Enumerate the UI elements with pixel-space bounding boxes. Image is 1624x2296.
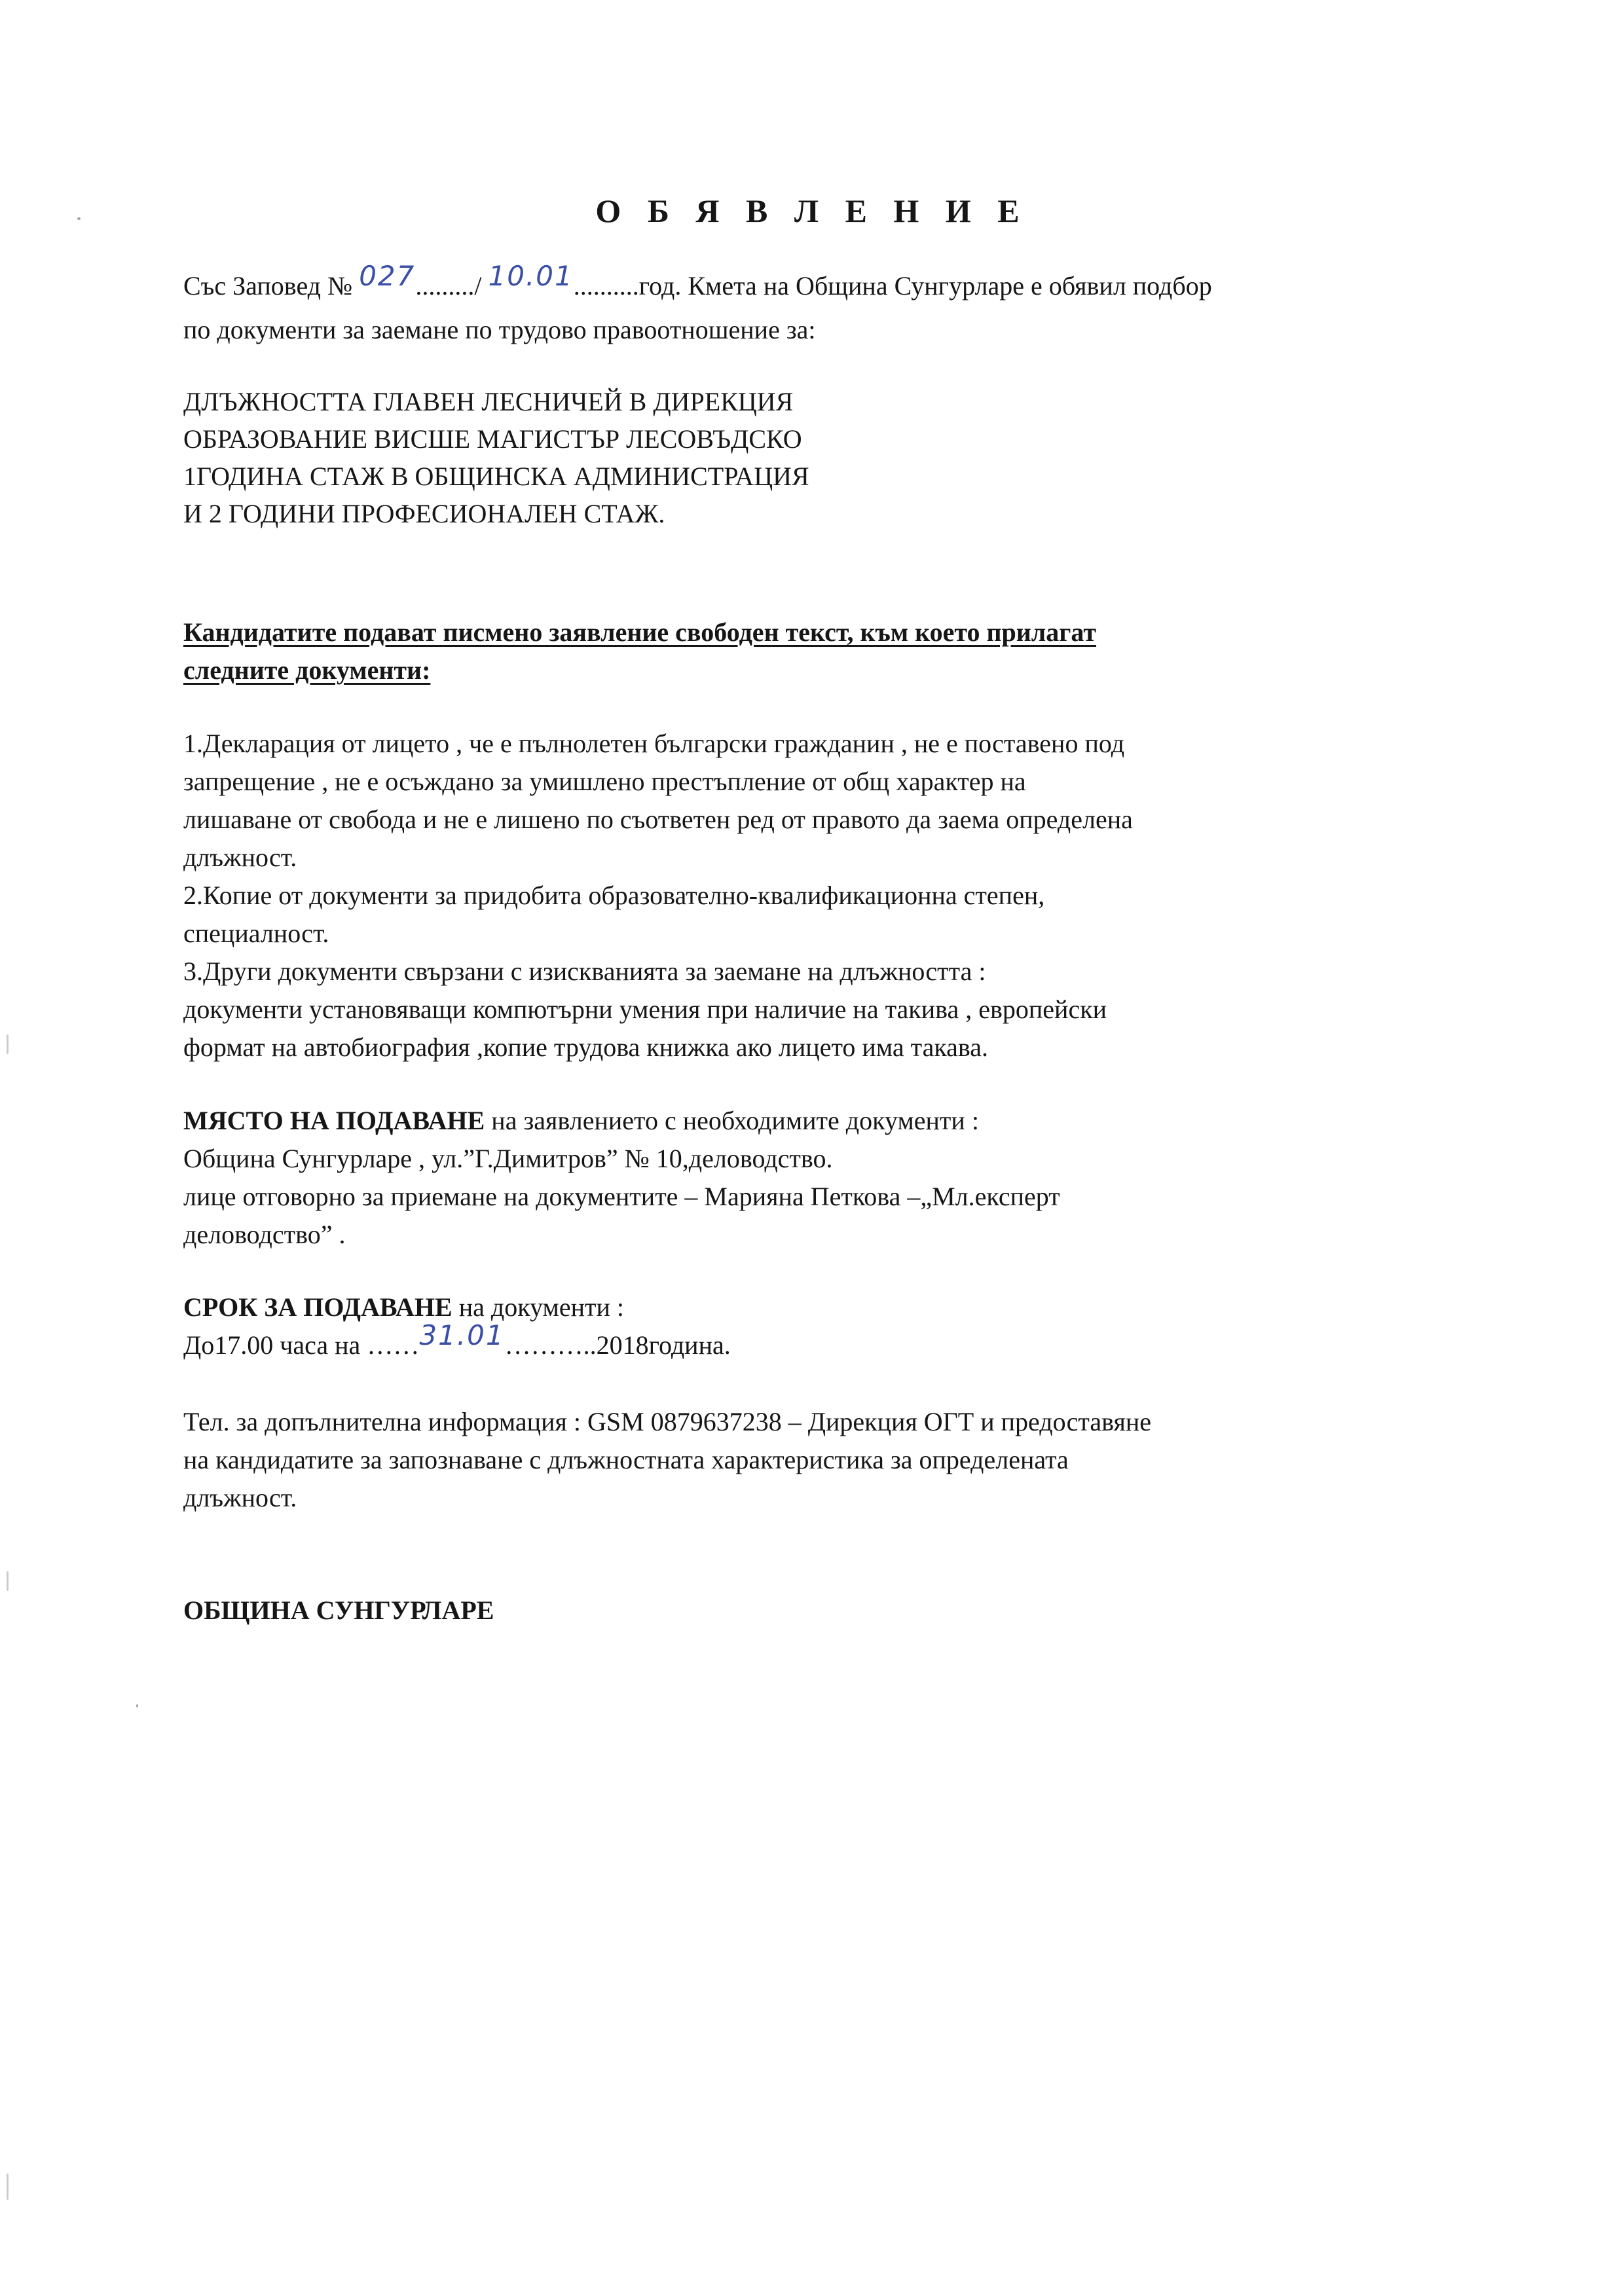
- order-number-handwritten: 027: [359, 260, 416, 292]
- deadline-dots-before: ……: [367, 1330, 420, 1360]
- deadline-rest: на документи :: [452, 1292, 625, 1322]
- order-text: [183, 260, 1212, 302]
- position-line: ДЛЪЖНОСТТА ГЛАВЕН ЛЕСНИЧЕЙ В ДИРЕКЦИЯ: [183, 387, 794, 416]
- place-label: МЯСТО НА ПОДАВАНЕ: [183, 1106, 485, 1135]
- position-line: 1ГОДИНА СТАЖ В ОБЩИНСКА АДМИНИСТРАЦИЯ: [183, 462, 809, 491]
- scan-speck: [7, 1571, 9, 1591]
- order-date-handwritten: 10.01: [488, 260, 574, 292]
- documents-list-line: формат на автобиография ,копие трудова книжка ако лицето има такава.: [183, 1032, 989, 1062]
- documents-list-line: 1.Декларация от лицето , че е пълнолетен български гражданин , не е поставено под: [183, 729, 1125, 758]
- signature-municipality: ОБЩИНА СУНГУРЛАРЕ: [183, 1595, 494, 1625]
- deadline-suffix: 2018година.: [596, 1330, 731, 1360]
- documents-heading-line: следните документи:: [183, 655, 431, 685]
- contact-line: на кандидатите за запознаване с длъжностната характеристика за определената: [183, 1445, 1069, 1474]
- documents-heading-line: Кандидатите подават писмено заявление свободен текст, към което прилагат: [183, 617, 1097, 647]
- position-line: И 2 ГОДИНИ ПРОФЕСИОНАЛЕН СТАЖ.: [183, 499, 665, 528]
- documents-list-line: запрещение , не е осъждано за умишлено престъпление от общ характер на: [183, 767, 1026, 796]
- scan-speck: [7, 1034, 9, 1054]
- deadline-date-handwritten: 31.01: [419, 1319, 505, 1351]
- deadline-date-line: [183, 1319, 731, 1361]
- scan-speck: [77, 217, 81, 220]
- scan-speck: [7, 2174, 9, 2200]
- documents-list-line: лишаване от свобода и не е лишено по съответен ред от правото да заема определена: [183, 805, 1133, 834]
- documents-list-line: 2.Копие от документи за придобита образователно-квалификационна степен,: [183, 881, 1045, 910]
- contact-line: длъжност.: [183, 1483, 297, 1512]
- document-title: О Б Я В Л Е Н И Е: [595, 192, 1029, 229]
- contact-line: Тел. за допълнителна информация : GSM 0879637238 – Дирекция ОГТ и предоставяне: [183, 1407, 1152, 1436]
- documents-list-line: длъжност.: [183, 843, 297, 872]
- place-rest: на заявлението с необходимите документи :: [485, 1106, 979, 1135]
- documents-list-line: документи установяващи компютърни умения при наличие на такива , европейски: [183, 994, 1107, 1024]
- documents-list-line: специалност.: [183, 919, 329, 948]
- order-suffix: год. Кмета на Община Сунгурларе е обявил подбор: [638, 271, 1212, 301]
- position-line: ОБРАЗОВАНИЕ ВИСШЕ МАГИСТЪР ЛЕСОВЪДСКО: [183, 424, 802, 454]
- place-heading-line: [183, 1105, 979, 1137]
- place-line: лице отговорно за приемане на документите – Марияна Петкова –„Мл.експерт: [183, 1182, 1060, 1211]
- deadline-dots-after: ………..: [504, 1330, 597, 1360]
- documents-list-line: 3.Други документи свързани с изискванията за заемане на длъжността :: [183, 957, 986, 986]
- order-line-2: по документи за заемане по трудово правоотношение за:: [183, 315, 816, 344]
- scan-speck: [136, 1704, 138, 1707]
- order-prefix: Със Заповед №: [183, 271, 353, 301]
- deadline-label: СРОК ЗА ПОДАВАНЕ: [183, 1292, 452, 1322]
- order-date-dots: ..........: [573, 271, 639, 301]
- deadline-heading-line: [183, 1292, 624, 1323]
- place-line: деловодство” .: [183, 1220, 346, 1249]
- deadline-prefix: До17.00 часа на: [183, 1330, 367, 1360]
- place-line: Община Сунгурларе , ул.”Г.Димитров” № 10,деловодство.: [183, 1144, 833, 1173]
- order-line-1: [183, 260, 1421, 302]
- order-number-dots: ........./: [415, 271, 482, 301]
